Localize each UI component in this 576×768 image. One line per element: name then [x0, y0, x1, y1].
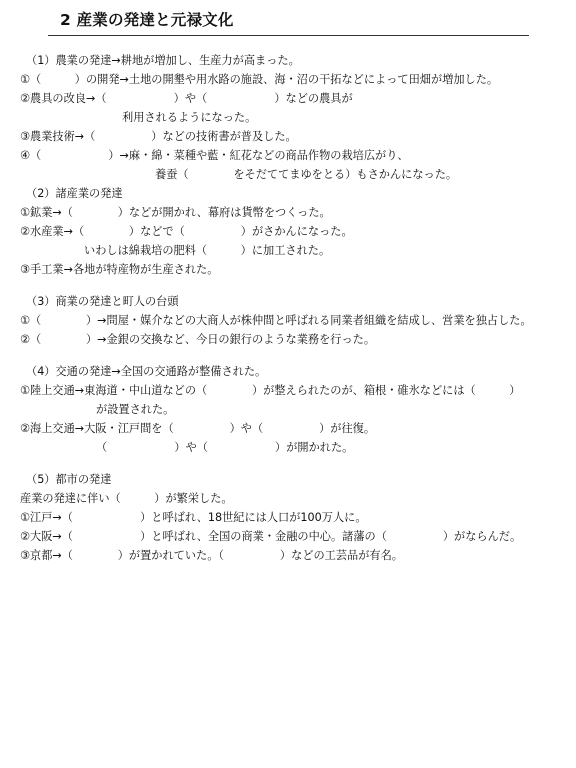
list-item-continuation: が設置された。 [96, 403, 175, 416]
list-item: ①（ ）→問屋・媒介などの大商人が株仲間と呼ばれる同業者組織を結成し、営業を独占した。 [20, 314, 532, 327]
list-item: ②海上交通→大阪・江戸間を（ ）や（ ）が往復。 [20, 422, 376, 435]
list-item: ②農具の改良→（ ）や（ ）などの農具が [20, 92, 353, 105]
section-heading-commerce: （3）商業の発達と町人の台頭 [26, 295, 179, 308]
list-item: ③手工業→各地が特産物が生産された。 [20, 263, 219, 276]
list-item: ③京都→（ ）が置かれていた。（ ）などの工芸品が有名。 [20, 549, 403, 562]
list-item-continuation: （ ）や（ ）が開かれた。 [96, 441, 354, 454]
section-heading-transport: （4）交通の発達→全国の交通路が整備された。 [26, 365, 267, 378]
section-heading-agriculture: （1）農業の発達→耕地が増加し、生産力が高まった。 [26, 54, 300, 67]
list-item: ②水産業→（ ）などで（ ）がさかんになった。 [20, 225, 353, 238]
list-item: ①陸上交通→東海道・中山道などの（ ）が整えられたのが、箱根・碓氷などには（ ） [20, 384, 521, 397]
list-item: ①（ ）の開発→土地の開墾や用水路の施設、海・沼の干拓などによって田畑が増加した。 [20, 73, 499, 86]
page-title: 2 産業の発達と元禄文化 [60, 11, 234, 29]
list-item: ③農業技術→（ ）などの技術書が普及した。 [20, 130, 297, 143]
list-item: ①江戸→（ ）と呼ばれ、18世紀には人口が100万人に。 [20, 511, 367, 524]
list-item: ②大阪→（ ）と呼ばれ、全国の商業・金融の中心。諸藩の（ ）がならんだ。 [20, 530, 522, 543]
list-item-continuation: いわしは綿栽培の肥料（ ）に加工された。 [84, 244, 331, 257]
list-item: ①鉱業→（ ）などが開かれ、幕府は貨幣をつくった。 [20, 206, 331, 219]
list-item: 産業の発達に伴い（ ）が繁栄した。 [20, 492, 233, 505]
title-underline [48, 35, 529, 36]
list-item: ④（ ）→麻・綿・菜種や藍・紅花などの商品作物の栽培広がり、 [20, 149, 409, 162]
section-heading-industries: （2）諸産業の発達 [26, 187, 123, 200]
list-item: ②（ ）→金銀の交換など、今日の銀行のような業務を行った。 [20, 333, 376, 346]
section-heading-cities: （5）都市の発達 [26, 473, 112, 486]
list-item-continuation: 利用されるようになった。 [122, 111, 257, 124]
list-item-continuation: 養蚕（ をそだててまゆをとる）もさかんになった。 [155, 168, 458, 181]
